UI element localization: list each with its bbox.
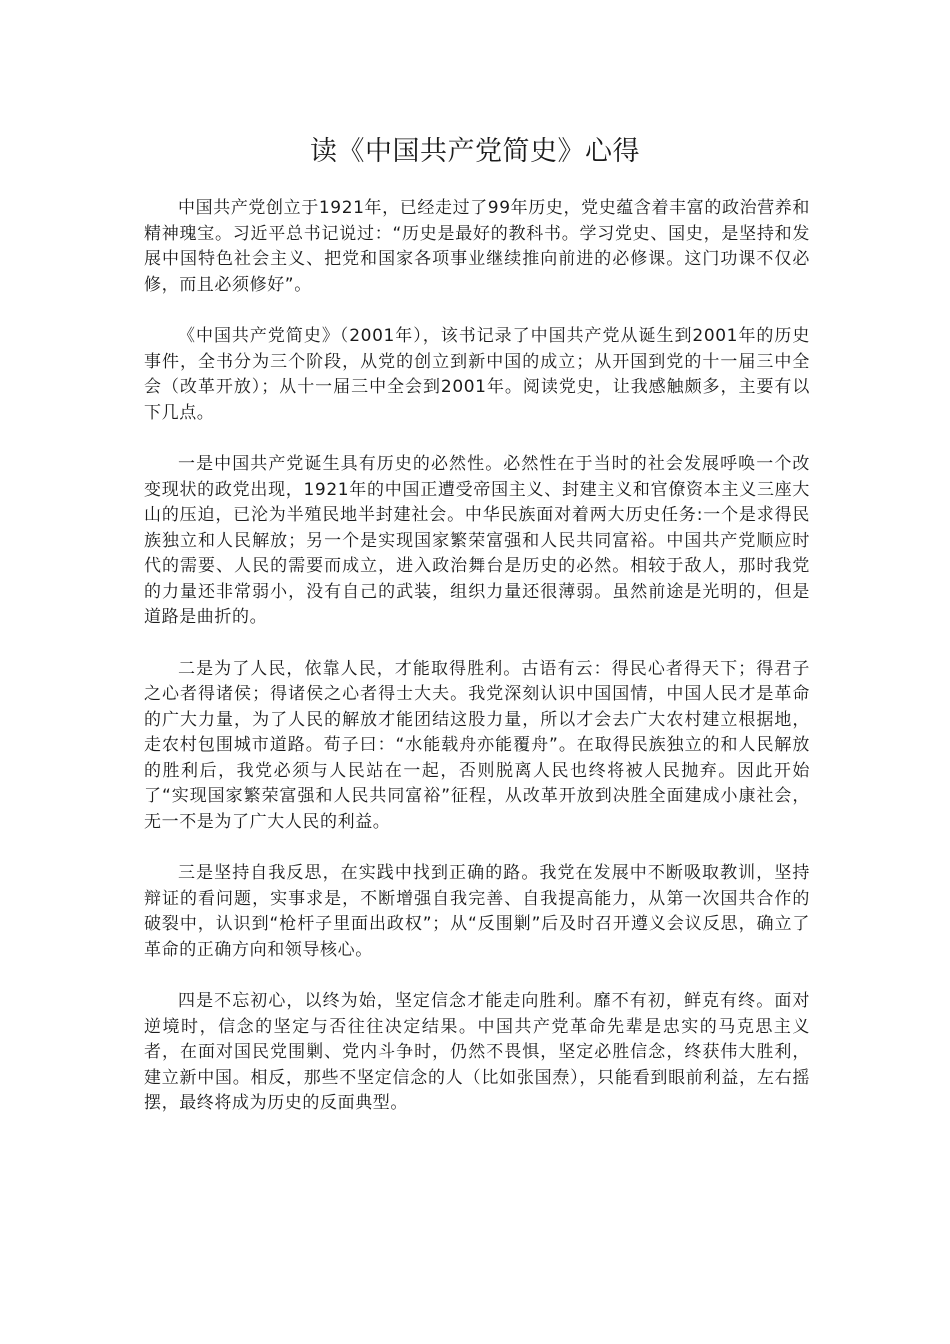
- paragraph-point-three: 三是坚持自我反思，在实践中找到正确的路。我党在发展中不断吸取教训，坚持辩证的看问题，实事求是，不断增强自我完善、自我提高能力，从第一次国共合作的破裂中，认识到“枪杆子里面出政权”；从“反围剿”后及时召开遵义会议反思，确立了革命的正确方向和领导核心。: [144, 863, 810, 960]
- document-body: [144, 196, 810, 1143]
- paragraph-intro: 中国共产党创立于1921年，已经走过了99年历史，党史蕴含着丰富的政治营养和精神瑰宝。习近平总书记说过：“历史是最好的教科书。学习党史、国史，是坚持和发展中国特色社会主义、把党和国家各项事业继续推向前进的必修课。这门功课不仅必修，而且必须修好”。: [144, 198, 810, 295]
- paragraph-book-summary: 《中国共产党简史》（2001年），该书记录了中国共产党从诞生到2001年的历史事件，全书分为三个阶段，从党的创立到新中国的成立；从开国到党的十一届三中全会（改革开放）；从十一届三中全会到2001年。阅读党史，让我感触颇多，主要有以下几点。: [144, 326, 810, 423]
- paragraph-point-one: 一是中国共产党诞生具有历史的必然性。必然性在于当时的社会发展呼唤一个改变现状的政党出现，1921年的中国正遭受帝国主义、封建主义和官僚资本主义三座大山的压迫，已沦为半殖民地半封建社会。中华民族面对着两大历史任务:一个是求得民族独立和人民解放；另一个是实现国家繁荣富强和人民共同富裕。中国共产党顺应时代的需要、人民的需要而成立，进入政治舞台是历史的必然。相较于敌人，那时我党的力量还非常弱小，没有自己的武装，组织力量还很薄弱。虽然前途是光明的，但是道路是曲折的。: [144, 454, 810, 627]
- document-title: 读《中国共产党简史》心得: [310, 136, 640, 167]
- paragraph-point-two: 二是为了人民，依靠人民，才能取得胜利。古语有云：得民心者得天下；得君子之心者得诸侯；得诸侯之心者得士大夫。我党深刻认识中国国情，中国人民才是革命的广大力量，为了人民的解放才能团结这股力量，所以才会去广大农村建立根据地，走农村包围城市道路。荀子曰：“水能载舟亦能覆舟”。在取得民族独立的和人民解放的胜利后，我党必须与人民站在一起，否则脱离人民也终将被人民抛弃。因此开始了“实现国家繁荣富强和人民共同富裕”征程，从改革开放到决胜全面建成小康社会，无一不是为了广大人民的利益。: [144, 658, 810, 832]
- paragraph-point-four: 四是不忘初心，以终为始，坚定信念才能走向胜利。靡不有初，鲜克有终。面对逆境时，信念的坚定与否往往决定结果。中国共产党革命先辈是忠实的马克思主义者，在面对国民党围剿、党内斗争时，仍然不畏惧，坚定必胜信念，终获伟大胜利，建立新中国。相反，那些不坚定信念的人（比如张国焘），只能看到眼前利益，左右摇摆，最终将成为历史的反面典型。: [144, 991, 810, 1113]
